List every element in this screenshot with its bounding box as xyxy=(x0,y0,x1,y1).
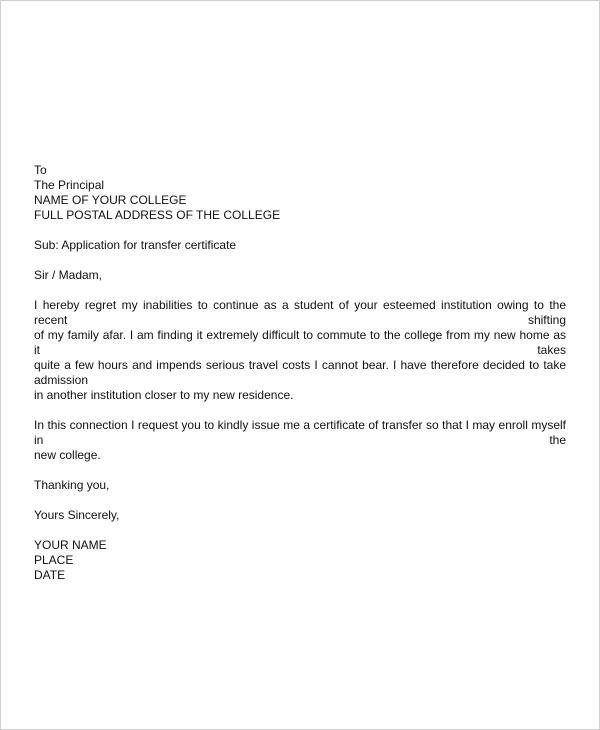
paragraph-line: in another institution closer to my new residence. xyxy=(34,388,294,402)
address-line: The Principal xyxy=(34,178,105,192)
signature-block xyxy=(34,538,566,583)
paragraph-line: of my family afar. I am finding it extremely difficult to commute to the college from my new home as it takes xyxy=(34,328,566,357)
salutation: Sir / Madam, xyxy=(34,268,103,282)
body-paragraph-2 xyxy=(34,418,566,463)
thanks-line: Thanking you, xyxy=(34,478,110,492)
address-line: To xyxy=(34,163,47,177)
closing-line: Yours Sincerely, xyxy=(34,508,120,522)
letter-body xyxy=(34,163,566,598)
paragraph-line: I hereby regret my inabilities to continue as a student of your esteemed institution owing to the recent shifting xyxy=(34,298,566,327)
subject-line: Sub: Application for transfer certificate xyxy=(34,238,237,252)
paragraph-line: new college. xyxy=(34,448,101,462)
signature-place: PLACE xyxy=(34,553,74,567)
signature-date: DATE xyxy=(34,568,66,582)
paragraph-line: In this connection I request you to kindly issue me a certificate of transfer so that I may enroll myself in the xyxy=(34,418,566,447)
address-line: FULL POSTAL ADDRESS OF THE COLLEGE xyxy=(34,208,281,222)
address-line: NAME OF YOUR COLLEGE xyxy=(34,193,187,207)
signature-name: YOUR NAME xyxy=(34,538,107,552)
paragraph-line: quite a few hours and impends serious travel costs I cannot bear. I have therefore decided to take admission xyxy=(34,358,566,387)
recipient-address xyxy=(34,163,566,223)
body-paragraph-1 xyxy=(34,298,566,403)
